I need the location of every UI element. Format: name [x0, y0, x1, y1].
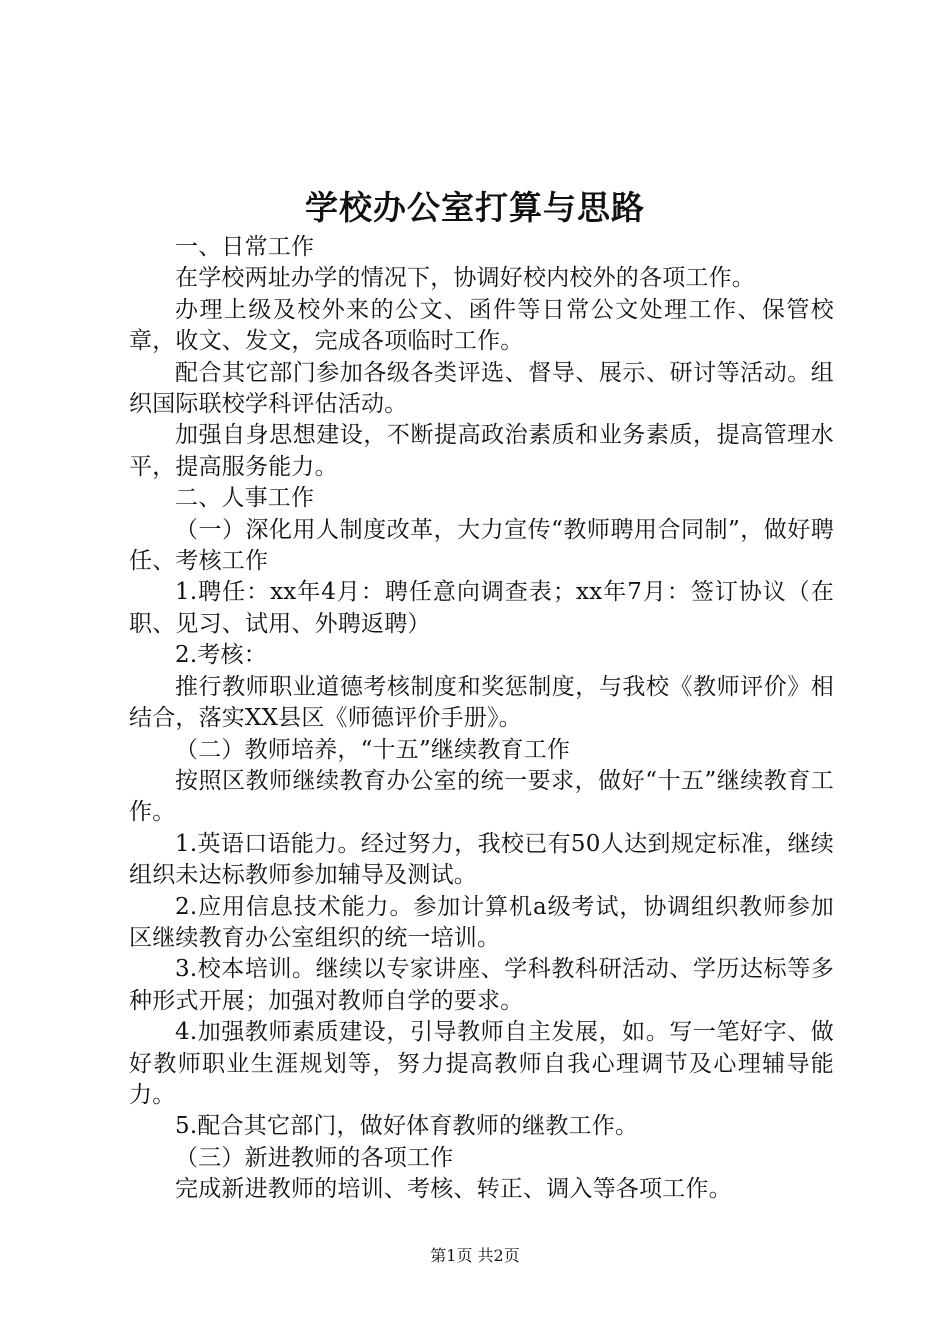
document-body [129, 232, 834, 1206]
subsection-heading: （一）深化用人制度改革，大力宣传“教师聘用合同制”，做好聘任、考核工作 [129, 516, 834, 575]
list-item: 1.英语口语能力。经过努力，我校已有50人达到规定标准，继续组织未达标教师参加辅导及测试。 [129, 830, 834, 889]
document-title: 学校办公室打算与思路 [305, 188, 645, 227]
paragraph: 1.聘任：xx年4月：聘任意向调查表；xx年7月：签订协议（在职、见习、试用、外聘返聘） [129, 579, 834, 637]
list-item: 3.校本培训。继续以专家讲座、学科教科研活动、学历达标等多种形式开展；加强对教师自学的要求。 [129, 956, 834, 1014]
list-item: 2.应用信息技术能力。参加计算机a级考试，协调组织教师参加区继续教育办公室组织的统一培训。 [129, 893, 834, 951]
list-item: 5.配合其它部门，做好体育教师的继教工作。 [175, 1113, 639, 1140]
list-item: 4.加强教师素质建设，引导教师自主发展，如。写一笔好字、做好教师职业生涯规划等，努力提高教师自我心理调节及心理辅导能力。 [129, 1019, 834, 1108]
paragraph: 加强自身思想建设，不断提高政治素质和业务素质，提高管理水平，提高服务能力。 [129, 422, 834, 480]
section-heading-personnel-work: 二、人事工作 [175, 485, 315, 512]
paragraph: 完成新进教师的培训、考核、转正、调入等各项工作。 [175, 1176, 732, 1203]
paragraph: 在学校两址办学的情况下，协调好校内校外的各项工作。 [175, 265, 755, 292]
paragraph: 2.考核： [175, 642, 267, 669]
page-number-footer: 第1页 共2页 [430, 1246, 520, 1265]
subsection-heading: （三）新进教师的各项工作 [175, 1144, 454, 1171]
section-heading-daily-work: 一、日常工作 [175, 234, 315, 260]
paragraph: 推行教师职业道德考核制度和奖惩制度，与我校《教师评价》相结合，落实XX县区《师德评价手册》。 [129, 673, 834, 732]
paragraph: 办理上级及校外来的公文、函件等日常公文处理工作、保管校章，收文、发文，完成各项临时工作。 [129, 296, 834, 355]
paragraph: 配合其它部门参加各级各类评选、督导、展示、研讨等活动。组织国际联校学科评估活动。 [129, 359, 834, 418]
subsection-heading: （二）教师培养，“十五”继续教育工作 [175, 736, 571, 763]
paragraph: 按照区教师继续教育办公室的统一要求，做好“十五”继续教育工作。 [129, 767, 834, 826]
